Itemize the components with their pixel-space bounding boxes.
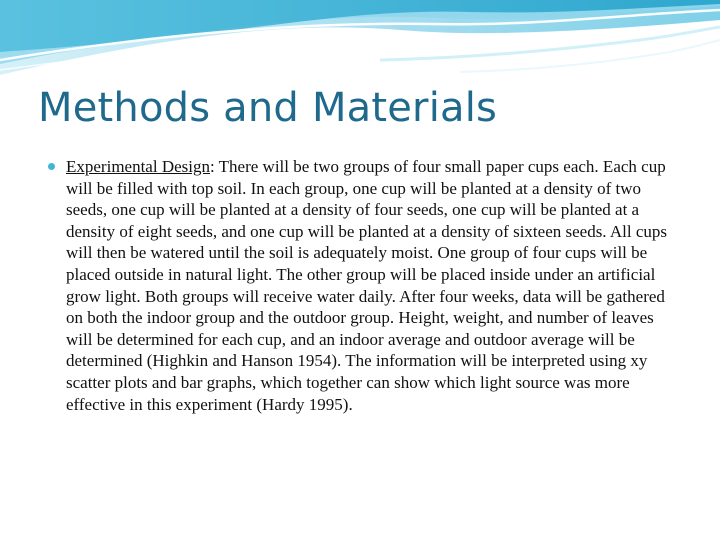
bullet-term: Experimental Design: [66, 157, 210, 176]
header-wave-decoration: [0, 0, 720, 90]
bullet-item: [48, 156, 684, 415]
slide-content: [48, 156, 684, 415]
bullet-dot-icon: [48, 163, 55, 170]
bullet-text: : There will be two groups of four small paper cups each. Each cup will be filled with top soil. In each group, one cup will be planted at a density of two seeds, one cup will be planted at a density of four seeds, one cup will be planted at a density of eight seeds, and one cup will be planted at a density of sixteen seeds. All cups will then be watered until the soil is adequately moist. One group of four cups will be placed outside in natural light. The other group will be placed inside under an artificial grow light. Both groups will receive water daily. After four weeks, data will be gathered on both the indoor group and the outdoor group. Height, weight, and number of leaves will be determined for each cup, and an indoor average and outdoor average will be determined (Highkin and Hanson 1954). The information will be interpreted using xy scatter plots and bar graphs, which together can show which light source was more effective in this experiment (Hardy 1995).: [66, 157, 668, 414]
slide-title: Methods and Materials: [38, 85, 498, 131]
